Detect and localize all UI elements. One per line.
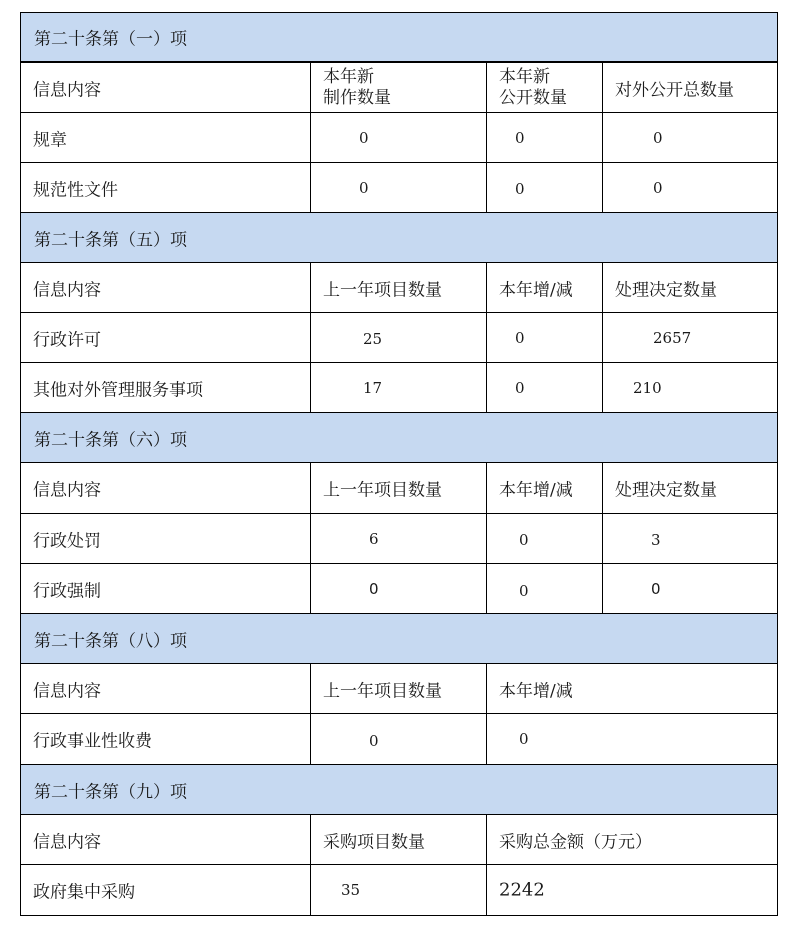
section-title-row	[20, 212, 778, 263]
header-text-two-line: 本年新 公开数量	[499, 66, 567, 108]
header-row	[20, 814, 778, 865]
section-title-row	[20, 12, 778, 62]
row-label-cell: 行政事业性收费	[20, 713, 311, 765]
header-cell: 采购项目数量	[310, 814, 487, 865]
row-label-cell: 规范性文件	[20, 162, 311, 213]
header-row	[20, 663, 778, 714]
table-row	[20, 162, 778, 213]
header-cell: 信息内容	[20, 663, 311, 714]
table-row	[20, 112, 778, 163]
header-cell: 上一年项目数量	[310, 462, 487, 514]
header-cell: 处理决定数量	[602, 462, 778, 514]
header-cell: 本年增/减	[486, 262, 603, 313]
value-cell: 0	[486, 513, 603, 564]
value-cell: 6	[310, 513, 487, 564]
header-cell: 信息内容	[20, 62, 311, 113]
header-text-two-line: 本年新 制作数量	[323, 66, 391, 108]
value-cell: 210	[602, 362, 778, 413]
header-cell: 本年增/减	[486, 663, 778, 714]
section-title-row	[20, 412, 778, 463]
header-cell: 本年增/减	[486, 462, 603, 514]
section-title: 第二十条第（九）项	[34, 782, 187, 802]
value-cell: 3	[602, 513, 778, 564]
value-cell: 0	[602, 162, 778, 213]
header-cell: 信息内容	[20, 814, 311, 865]
value-cell: 0	[486, 362, 603, 413]
table-row	[20, 713, 778, 765]
header-cell	[310, 62, 487, 113]
table-row	[20, 563, 778, 614]
row-label-cell: 政府集中采购	[20, 864, 311, 916]
value-cell: 0	[486, 112, 603, 163]
row-label-cell: 其他对外管理服务事项	[20, 362, 311, 413]
value-cell: 0	[486, 713, 778, 765]
header-cell	[486, 62, 603, 113]
header-row	[20, 62, 778, 113]
table-row	[20, 864, 778, 916]
value-cell: 0	[310, 563, 487, 614]
value-cell: 0	[486, 563, 603, 614]
header-cell: 上一年项目数量	[310, 663, 487, 714]
value-cell: 35	[310, 864, 487, 916]
disclosure-table	[20, 12, 778, 916]
header-cell: 对外公开总数量	[602, 62, 778, 113]
section-title: 第二十条第（五）项	[34, 230, 187, 250]
value-cell: 0	[310, 112, 487, 163]
row-label-cell: 行政处罚	[20, 513, 311, 564]
header-cell: 上一年项目数量	[310, 262, 487, 313]
header-row	[20, 262, 778, 313]
section-title: 第二十条第（一）项	[34, 29, 187, 50]
row-label-cell: 规章	[20, 112, 311, 163]
table-row	[20, 312, 778, 363]
section-title-row	[20, 764, 778, 815]
row-label-cell: 行政强制	[20, 563, 311, 614]
table-row	[20, 362, 778, 413]
header-cell: 信息内容	[20, 262, 311, 313]
section-title: 第二十条第（六）项	[34, 430, 187, 450]
section-title-row	[20, 613, 778, 664]
value-cell: 2657	[602, 312, 778, 363]
value-cell: 2242	[486, 864, 778, 916]
header-row	[20, 462, 778, 514]
row-label-cell: 行政许可	[20, 312, 311, 363]
header-cell: 信息内容	[20, 462, 311, 514]
value-cell: 25	[310, 312, 487, 363]
value-cell: 0	[602, 112, 778, 163]
value-cell: 0	[310, 162, 487, 213]
value-cell: 17	[310, 362, 487, 413]
value-cell: 0	[310, 713, 487, 765]
header-cell: 处理决定数量	[602, 262, 778, 313]
section-title: 第二十条第（八）项	[34, 631, 187, 651]
table-row	[20, 513, 778, 564]
value-cell: 0	[486, 312, 603, 363]
header-cell: 采购总金额（万元）	[486, 814, 778, 865]
value-cell: 0	[486, 162, 603, 213]
value-cell: 0	[602, 563, 778, 614]
